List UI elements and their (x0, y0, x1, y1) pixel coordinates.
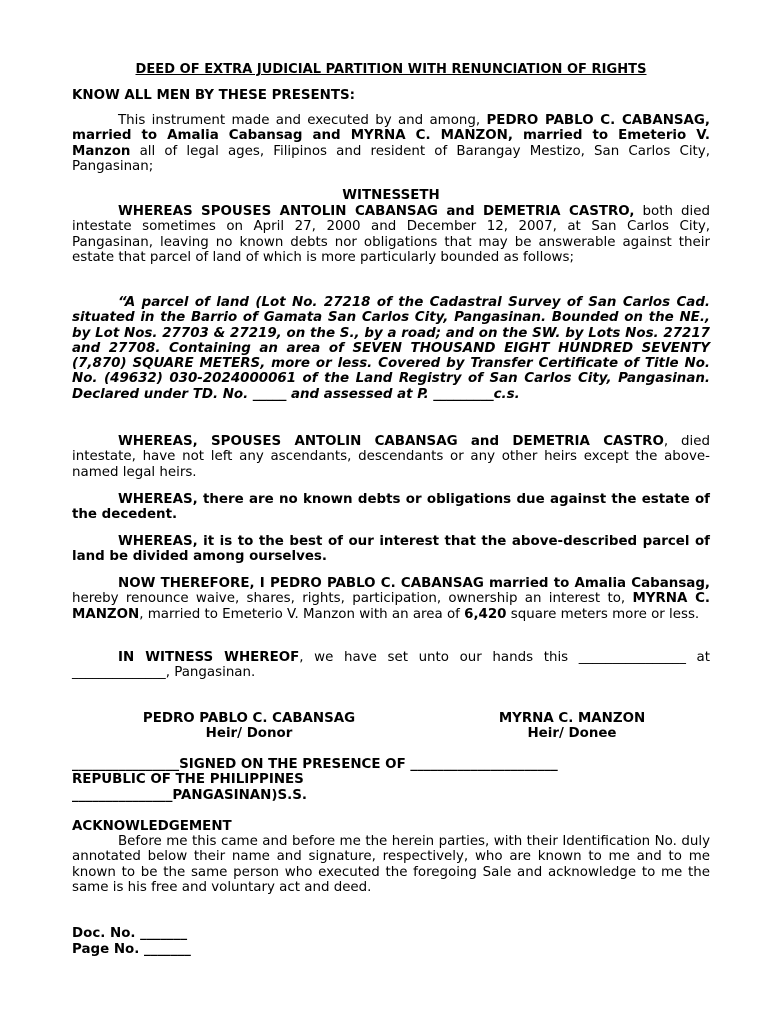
in-witness-text: , we have set unto our hands this ________________ at ______________, Pangasinan. (72, 650, 710, 681)
donor-name: PEDRO PABLO C. CABANSAG (142, 711, 356, 726)
renounce-text-3: square meters more or less. (506, 606, 700, 622)
spouses-text: both died intestate sometimes on April 27, 2000 and December 12, 2007, at San Carlos City, Pangasinan, leaving no known debts nor obligations that may be answerable against their estate that parcel of land of which is more particularly bounded as follows; (72, 204, 711, 265)
acknowledgement-heading: ACKNOWLEDGEMENT (72, 819, 232, 834)
page-number-line: Page No. _______ (72, 942, 191, 957)
paragraph-whereas-debts: WHEREAS, there are no known debts or obligations due against the estate of the decedent. (72, 492, 710, 523)
renounce-text-1: hereby renounce waive, shares, rights, participation, ownership an interest to, (72, 591, 633, 607)
doc-number-line: Doc. No. _______ (72, 926, 188, 941)
paragraph-in-witness (72, 650, 710, 681)
renouncer-name: NOW THEREFORE, I PEDRO PABLO C. CABANSAG married to Amalia Cabansag, (118, 576, 710, 591)
renounce-text-2: , married to Emeterio V. Manzon with an area of (139, 606, 465, 622)
paragraph-parties (72, 113, 710, 174)
parties-text-1: This instrument made and executed by and among, (118, 113, 487, 128)
republic-line: REPUBLIC OF THE PHILIPPINES (72, 772, 304, 787)
document-title: DEED OF EXTRA JUDICIAL PARTITION WITH RENUNCIATION OF RIGHTS (135, 62, 647, 77)
area-value: 6,420 (464, 606, 507, 622)
intestate-text: , died intestate, have not left any ascendants, descendants or any other heirs except the above-named legal heirs. (72, 434, 710, 480)
parties-names: PEDRO PABLO C. CABANSAG, married to Amalia Cabansag and MYRNA C. MANZON, married to Emeterio V. Manzon (72, 113, 711, 159)
parcel-description: “A parcel of land (Lot No. 27218 of the Cadastral Survey of San Carlos Cad. situated in the Barrio of Gamata San Carlos City, Pangasinan. Bounded on the NE., by Lot Nos. 27703 & 27219, on the S., by a road; and on the SW. by Lots Nos. 27217 and 27708. Containing an area of SEVEN THOUSAND EIGHT HUNDRED SEVENTY (7,870) SQUARE METERS, more or less. Covered by Transfer Certificate of Title No. No. (49632) 030-2024000061 of the Land Registry of San Carlos City, Pangasinan. Declared under TD. No. _____ and assessed at P. _________c.s. (72, 295, 710, 402)
in-witness-label: IN WITNESS WHEREOF (118, 650, 300, 665)
acknowledgement-text: Before me this came and before me the herein parties, with their Identification No. duly annotated below their name and signature, respectively, who are known to me and to me known to be the same person who executed the foregoing Sale and acknowledge to me the same is his free and voluntary act and deed. (72, 834, 710, 895)
signed-presence-line: ________________SIGNED ON THE PRESENCE OF ______________________ (72, 757, 558, 772)
intro-heading: KNOW ALL MEN BY THESE PRESENTS: (72, 88, 356, 103)
paragraph-whereas-intestate (72, 434, 710, 480)
parties-text-2: all of legal ages, Filipinos and resident of Barangay Mestizo, San Carlos City, Pangasinan; (72, 143, 710, 174)
paragraph-whereas-spouses (72, 204, 710, 265)
donor-role: Heir/ Donor (205, 726, 293, 742)
spouses-names: WHEREAS SPOUSES ANTOLIN CABANSAG and DEMETRIA CASTRO, (118, 204, 635, 219)
witnesseth-heading: WITNESSETH (342, 188, 440, 203)
signature-block-donor (118, 711, 380, 742)
donee-name: MYRNA C. MANZON (498, 711, 646, 726)
intestate-names: WHEREAS, SPOUSES ANTOLIN CABANSAG and DEMETRIA CASTRO (118, 434, 664, 449)
recipient-name: MYRNA C. MANZON (72, 591, 710, 622)
pangasinan-line: _______________PANGASINAN)S.S. (72, 788, 307, 803)
signature-block-donee (478, 711, 666, 742)
paragraph-now-therefore (72, 576, 710, 622)
donee-role: Heir/ Donee (527, 726, 617, 742)
paragraph-whereas-interest: WHEREAS, it is to the best of our interest that the above-described parcel of land be divided among ourselves. (72, 534, 710, 565)
